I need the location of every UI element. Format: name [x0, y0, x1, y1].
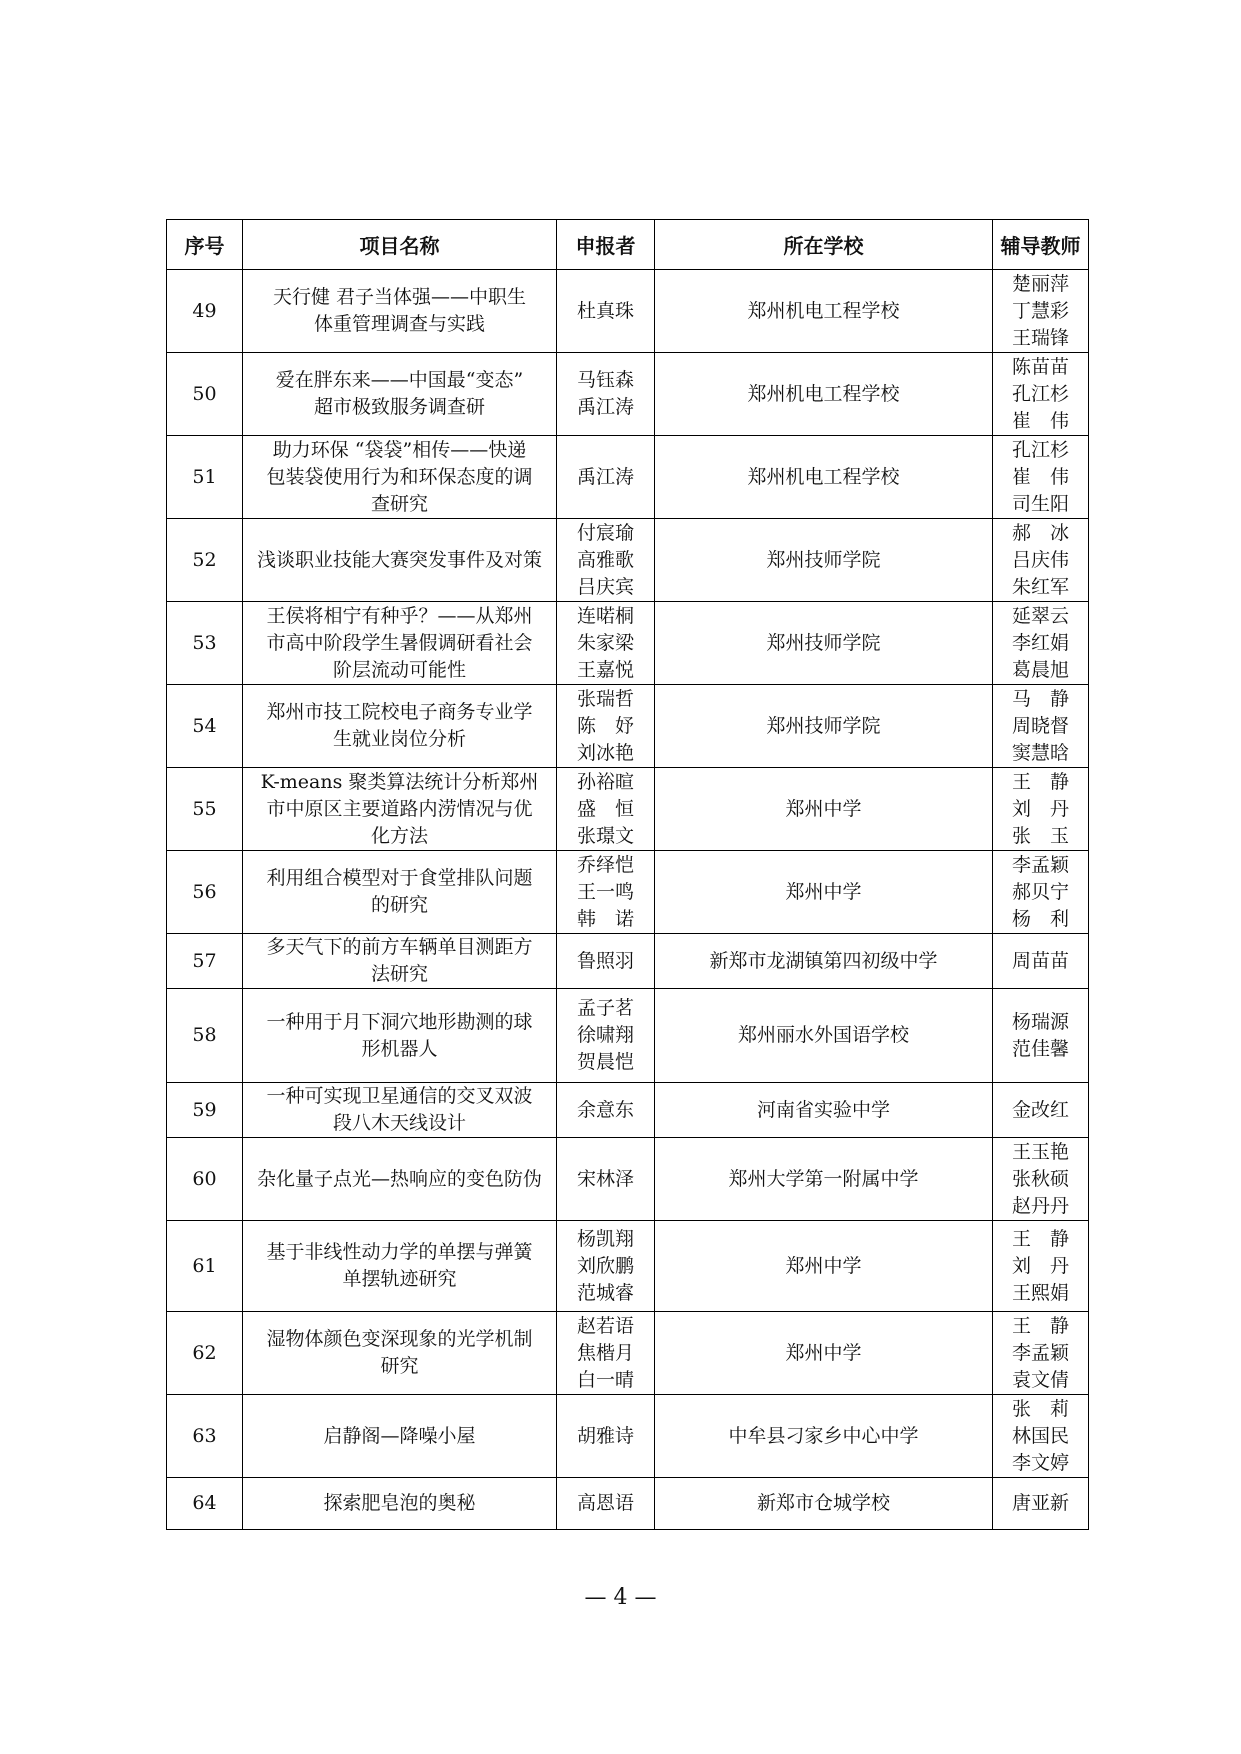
cell-applicants-line: 贺晨恺 [576, 1051, 634, 1073]
cell-title-line: 形机器人 [361, 1037, 438, 1060]
cell-school: 郑州丽水外国语学校 [655, 989, 993, 1083]
cell-teachers-line: 崔 伟 [1011, 409, 1069, 432]
cell-teachers [993, 768, 1089, 851]
cell-teachers [993, 602, 1089, 685]
cell-title-line: 化方法 [370, 824, 428, 847]
table-row [167, 1221, 1089, 1312]
cell-title [243, 436, 557, 519]
cell-title-line: 研究 [380, 1355, 419, 1377]
table-row [167, 989, 1089, 1083]
cell-teachers-line: 赵丹丹 [1011, 1194, 1069, 1217]
cell-no: 59 [167, 1083, 243, 1138]
cell-no: 57 [167, 934, 243, 989]
cell-teachers [993, 934, 1089, 989]
cell-applicants [557, 270, 655, 353]
cell-applicants-line: 付宸瑜 [576, 521, 634, 544]
cell-applicants-line: 杜真珠 [576, 299, 634, 322]
cell-title [243, 602, 557, 685]
cell-teachers [993, 851, 1089, 934]
table-row [167, 353, 1089, 436]
cell-title-line: 的研究 [370, 894, 428, 916]
cell-teachers-line: 延翠云 [1011, 604, 1069, 627]
cell-title-line: 市高中阶段学生暑假调研看社会 [266, 631, 533, 654]
cell-teachers [993, 1083, 1089, 1138]
cell-no: 53 [167, 602, 243, 685]
cell-title-line: 一种可实现卫星通信的交叉双波 [266, 1085, 533, 1107]
cell-applicants-line: 余意东 [576, 1098, 634, 1121]
cell-teachers-line: 孔江杉 [1011, 382, 1069, 405]
cell-title-line: 体重管理调查与实践 [313, 313, 485, 335]
cell-applicants-line: 张璟文 [576, 824, 634, 847]
cell-title [243, 1478, 557, 1530]
cell-title-line: 法研究 [370, 963, 428, 985]
cell-applicants [557, 989, 655, 1083]
cell-teachers-line: 杨 利 [1011, 907, 1069, 930]
cell-applicants-line: 盛 恒 [576, 797, 634, 820]
cell-applicants-line: 马钰森 [576, 369, 634, 391]
cell-teachers [993, 270, 1089, 353]
cell-teachers-line: 吕庆伟 [1011, 548, 1069, 571]
table-body [167, 270, 1089, 1530]
cell-school: 郑州技师学院 [655, 685, 993, 768]
cell-no: 58 [167, 989, 243, 1083]
cell-applicants-line: 吕庆宾 [576, 575, 634, 598]
cell-teachers [993, 1395, 1089, 1478]
table-row [167, 1138, 1089, 1221]
cell-teachers-line: 周苗苗 [1011, 949, 1069, 972]
cell-title-line: 多天气下的前方车辆单目测距方 [266, 936, 533, 958]
cell-teachers [993, 989, 1089, 1083]
cell-no: 60 [167, 1138, 243, 1221]
cell-teachers-line: 张 玉 [1011, 824, 1069, 847]
cell-teachers-line: 刘 丹 [1011, 1254, 1069, 1277]
cell-applicants-line: 赵若语 [576, 1314, 634, 1337]
cell-school: 郑州中学 [655, 851, 993, 934]
cell-title-line: 基于非线性动力学的单摆与弹簧 [266, 1241, 533, 1263]
cell-title-line: 阶层流动可能性 [332, 658, 466, 681]
cell-no: 62 [167, 1312, 243, 1395]
cell-teachers-line: 王熙娟 [1011, 1281, 1069, 1304]
cell-title-line: 探索肥皂泡的奥秘 [323, 1492, 476, 1514]
cell-title-line: 利用组合模型对于食堂排队问题 [266, 867, 533, 889]
cell-applicants-line: 焦楷月 [576, 1341, 634, 1364]
cell-no: 61 [167, 1221, 243, 1312]
cell-school: 郑州机电工程学校 [655, 270, 993, 353]
cell-teachers-line: 李红娟 [1011, 631, 1069, 654]
cell-title [243, 685, 557, 768]
cell-school: 郑州中学 [655, 1312, 993, 1395]
cell-teachers-line: 王玉艳 [1011, 1140, 1069, 1163]
cell-school: 郑州大学第一附属中学 [655, 1138, 993, 1221]
cell-applicants-line: 鲁照羽 [576, 949, 634, 972]
cell-applicants-line: 禹江涛 [576, 396, 634, 418]
page-number: — 4 — [584, 1585, 657, 1610]
cell-applicants-line: 徐啸翔 [576, 1024, 634, 1046]
cell-title [243, 519, 557, 602]
header-school: 所在学校 [655, 220, 993, 270]
cell-teachers [993, 1312, 1089, 1395]
cell-teachers-line: 葛晨旭 [1011, 658, 1069, 681]
cell-teachers-line: 李孟颖 [1011, 1341, 1069, 1364]
cell-teachers-line: 李文婷 [1011, 1451, 1069, 1474]
table-row [167, 934, 1089, 989]
cell-teachers-line: 陈苗苗 [1011, 355, 1069, 378]
cell-teachers-line: 刘 丹 [1011, 797, 1069, 820]
cell-applicants [557, 1312, 655, 1395]
table-header-row [167, 220, 1089, 270]
cell-teachers-line: 张 莉 [1011, 1397, 1069, 1420]
table-row [167, 1395, 1089, 1478]
cell-title [243, 1395, 557, 1478]
cell-applicants [557, 519, 655, 602]
cell-applicants-line: 乔绎恺 [576, 853, 634, 876]
cell-applicants-line: 白一晴 [576, 1368, 634, 1391]
cell-title-line: 杂化量子点光—热响应的变色防伪 [256, 1167, 542, 1190]
cell-title [243, 1312, 557, 1395]
header-teachers: 辅导教师 [993, 220, 1089, 270]
table-row [167, 768, 1089, 851]
cell-teachers [993, 1478, 1089, 1530]
cell-applicants [557, 1395, 655, 1478]
cell-title-line: 一种用于月下洞穴地形勘测的球 [266, 1010, 533, 1033]
cell-title [243, 270, 557, 353]
cell-teachers-line: 张秋硕 [1011, 1167, 1069, 1190]
cell-title [243, 989, 557, 1083]
cell-applicants-line: 刘欣鹏 [576, 1254, 634, 1277]
cell-applicants-line: 连喏桐 [576, 604, 634, 627]
cell-teachers-line: 范佳馨 [1011, 1037, 1069, 1060]
cell-teachers-line: 马 静 [1011, 687, 1069, 710]
cell-applicants-line: 王一鸣 [576, 880, 634, 903]
cell-applicants-line: 刘冰艳 [576, 741, 634, 764]
cell-title [243, 1221, 557, 1312]
cell-no: 52 [167, 519, 243, 602]
table-row [167, 602, 1089, 685]
header-title: 项目名称 [243, 220, 557, 270]
cell-title-line: 爱在胖东来——中国最“变态” [275, 369, 524, 391]
cell-title-line: 天行健 君子当体强——中职生 [272, 286, 527, 308]
cell-teachers [993, 353, 1089, 436]
cell-teachers-line: 王瑞锋 [1011, 326, 1069, 349]
cell-title-line: K-means 聚类算法统计分析郑州 [260, 770, 539, 793]
cell-school: 郑州中学 [655, 1221, 993, 1312]
cell-applicants-line: 杨凯翔 [576, 1227, 634, 1250]
cell-teachers [993, 1221, 1089, 1312]
cell-applicants-line: 宋林泽 [576, 1167, 634, 1190]
cell-teachers-line: 金改红 [1011, 1098, 1069, 1121]
cell-teachers-line: 袁文倩 [1011, 1368, 1069, 1391]
cell-applicants-line: 孙裕暄 [576, 770, 634, 793]
cell-school: 河南省实验中学 [655, 1083, 993, 1138]
table-row [167, 519, 1089, 602]
cell-no: 64 [167, 1478, 243, 1530]
cell-teachers-line: 司生阳 [1011, 492, 1069, 515]
cell-title-line: 郑州市技工院校电子商务专业学 [266, 701, 533, 723]
cell-applicants-line: 高恩语 [576, 1492, 634, 1514]
cell-title-line: 查研究 [370, 492, 428, 515]
cell-teachers-line: 窦慧晗 [1011, 741, 1069, 764]
cell-title-line: 助力环保 “袋袋”相传——快递 [272, 438, 527, 461]
cell-applicants [557, 685, 655, 768]
cell-school: 郑州机电工程学校 [655, 436, 993, 519]
cell-title [243, 1083, 557, 1138]
cell-teachers-line: 郝贝宁 [1011, 880, 1069, 903]
cell-teachers-line: 李孟颖 [1011, 853, 1069, 876]
cell-teachers-line: 朱红军 [1011, 575, 1069, 598]
cell-title [243, 353, 557, 436]
cell-no: 56 [167, 851, 243, 934]
cell-school: 郑州中学 [655, 768, 993, 851]
header-no: 序号 [167, 220, 243, 270]
table-row [167, 270, 1089, 353]
cell-applicants [557, 602, 655, 685]
cell-school: 郑州技师学院 [655, 602, 993, 685]
cell-teachers-line: 郝 冰 [1011, 521, 1069, 544]
cell-no: 51 [167, 436, 243, 519]
cell-applicants [557, 934, 655, 989]
cell-no: 63 [167, 1395, 243, 1478]
cell-teachers-line: 王 静 [1011, 1314, 1069, 1337]
cell-applicants-line: 朱家梁 [576, 631, 634, 654]
cell-teachers-line: 周晓督 [1011, 714, 1069, 737]
table-row [167, 1083, 1089, 1138]
cell-title-line: 段八木天线设计 [332, 1112, 466, 1134]
cell-no: 55 [167, 768, 243, 851]
cell-title-line: 湿物体颜色变深现象的光学机制 [266, 1328, 533, 1350]
table-row [167, 851, 1089, 934]
cell-teachers-line: 杨瑞源 [1011, 1010, 1069, 1033]
cell-applicants [557, 1083, 655, 1138]
cell-teachers-line: 王 静 [1011, 770, 1069, 793]
cell-applicants-line: 王嘉悦 [576, 658, 634, 681]
cell-applicants-line: 孟子茗 [576, 997, 634, 1019]
cell-teachers [993, 436, 1089, 519]
cell-applicants-line: 胡雅诗 [576, 1424, 634, 1447]
cell-title [243, 934, 557, 989]
cell-teachers-line: 王 静 [1011, 1227, 1069, 1250]
cell-school: 新郑市仓城学校 [655, 1478, 993, 1530]
cell-applicants [557, 851, 655, 934]
cell-title [243, 1138, 557, 1221]
cell-teachers [993, 685, 1089, 768]
cell-school: 中牟县刁家乡中心中学 [655, 1395, 993, 1478]
cell-title-line: 市中原区主要道路内涝情况与优 [266, 797, 533, 820]
cell-applicants [557, 768, 655, 851]
cell-applicants-line: 陈 妤 [576, 714, 634, 737]
cell-applicants-line: 范城睿 [576, 1281, 634, 1304]
cell-title [243, 851, 557, 934]
table-row [167, 1478, 1089, 1530]
cell-no: 50 [167, 353, 243, 436]
cell-applicants [557, 1478, 655, 1530]
cell-title-line: 包装袋使用行为和环保态度的调 [266, 465, 533, 488]
cell-title-line: 超市极致服务调查研 [313, 396, 485, 418]
cell-applicants [557, 1138, 655, 1221]
cell-title-line: 启静阁—降噪小屋 [323, 1424, 476, 1447]
cell-applicants [557, 1221, 655, 1312]
table-row [167, 685, 1089, 768]
cell-no: 49 [167, 270, 243, 353]
cell-teachers [993, 519, 1089, 602]
cell-teachers-line: 唐亚新 [1011, 1492, 1069, 1514]
cell-title-line: 生就业岗位分析 [332, 728, 466, 750]
cell-teachers [993, 1138, 1089, 1221]
header-applicants: 申报者 [557, 220, 655, 270]
project-table [166, 219, 1089, 1530]
cell-school: 郑州机电工程学校 [655, 353, 993, 436]
cell-title [243, 768, 557, 851]
table-row [167, 1312, 1089, 1395]
cell-school: 新郑市龙湖镇第四初级中学 [655, 934, 993, 989]
cell-no: 54 [167, 685, 243, 768]
cell-applicants-line: 韩 诺 [576, 907, 634, 930]
cell-applicants [557, 353, 655, 436]
cell-title-line: 王侯将相宁有种乎？——从郑州 [266, 604, 533, 627]
cell-applicants [557, 436, 655, 519]
cell-title-line: 浅谈职业技能大赛突发事件及对策 [256, 548, 542, 571]
cell-teachers-line: 孔江杉 [1011, 438, 1069, 461]
cell-applicants-line: 张瑞哲 [576, 687, 634, 710]
table-row [167, 436, 1089, 519]
cell-applicants-line: 高雅歌 [576, 548, 634, 571]
cell-teachers-line: 丁慧彩 [1011, 299, 1069, 322]
cell-teachers-line: 楚丽萍 [1011, 272, 1069, 295]
cell-school: 郑州技师学院 [655, 519, 993, 602]
cell-teachers-line: 林国民 [1011, 1424, 1069, 1447]
cell-title-line: 单摆轨迹研究 [342, 1268, 457, 1290]
cell-teachers-line: 崔 伟 [1011, 465, 1069, 488]
cell-applicants-line: 禹江涛 [576, 465, 634, 488]
